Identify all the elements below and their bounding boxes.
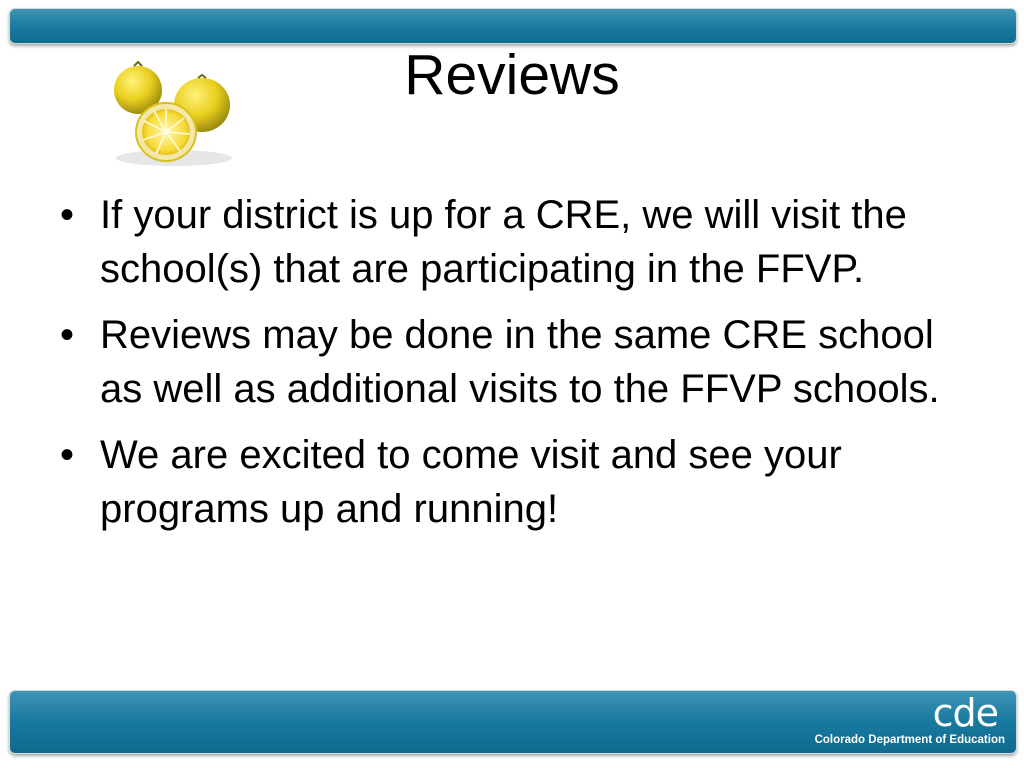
- organization-name: Colorado Department of Education: [814, 734, 1005, 746]
- bullet-point-icon: •: [60, 433, 75, 477]
- slide-title: Reviews: [404, 43, 620, 107]
- bullet-text: If your district is up for a CRE, we will visit the school(s) that are participating in the FFVP.: [100, 193, 907, 291]
- bullet-point-icon: •: [60, 193, 75, 237]
- bullet-item: [60, 428, 970, 536]
- bullet-item: [60, 188, 970, 296]
- cde-logo: cde: [932, 691, 998, 735]
- bullet-text: Reviews may be done in the same CRE school as well as additional visits to the FFVP schools.: [100, 313, 940, 411]
- bullet-item: [60, 308, 970, 416]
- bullet-point-icon: •: [60, 313, 75, 357]
- top-banner-bar: [9, 8, 1017, 44]
- bullet-list: [60, 188, 970, 548]
- bullet-text: We are excited to come visit and see your programs up and running!: [100, 433, 842, 531]
- footer-bar: [9, 690, 1017, 754]
